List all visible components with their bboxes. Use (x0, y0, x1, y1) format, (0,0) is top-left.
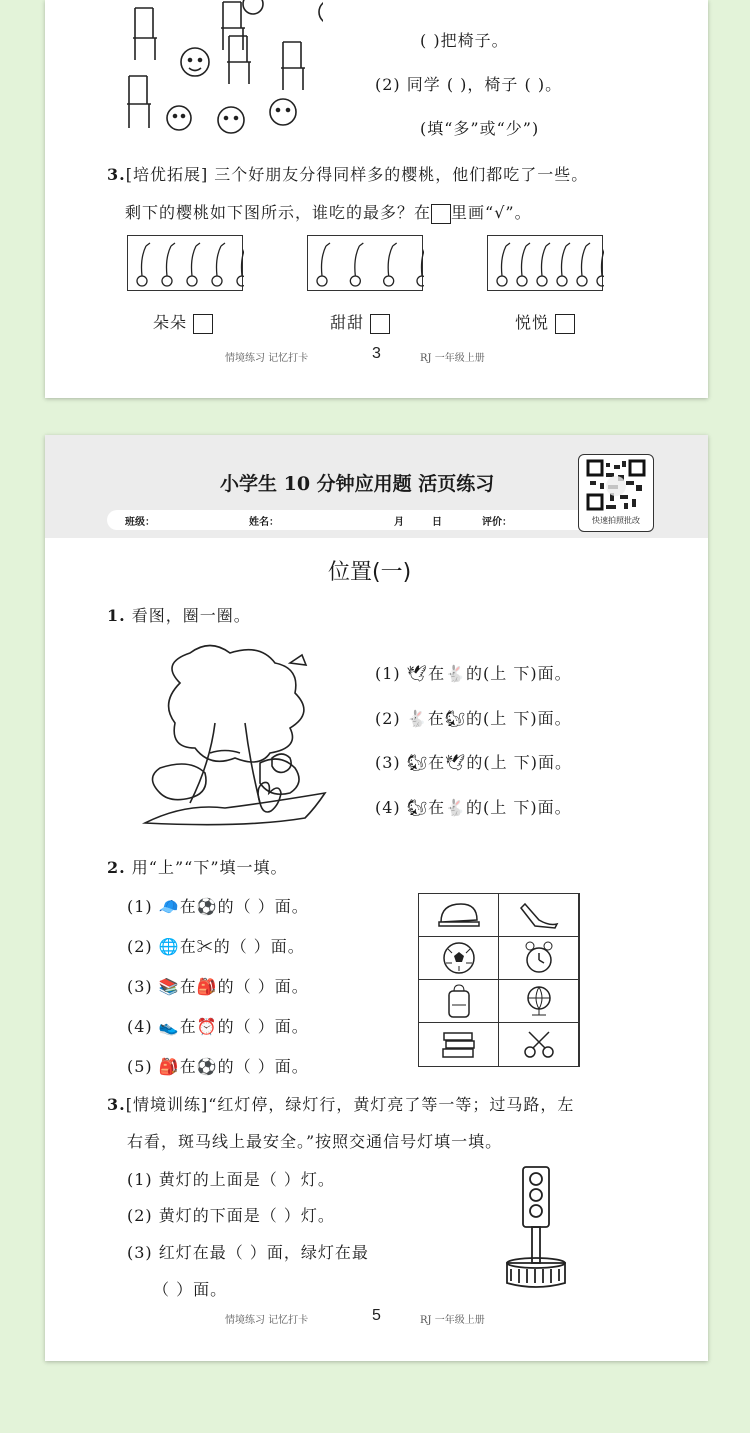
cherry-icon (597, 243, 604, 286)
worksheet-page-5 (45, 435, 708, 1361)
q1-number: 1. (107, 606, 126, 625)
dove-icon: 🕊 (445, 753, 467, 772)
globe-icon: 🌐 (158, 937, 180, 956)
backpack-icon (444, 983, 474, 1019)
q2-item-4-label: (4) (127, 1017, 153, 1036)
grid-cell (419, 894, 499, 937)
q2-item-1-a: 在 (179, 897, 197, 916)
soccer-ball-icon: ⚽ (196, 1057, 218, 1076)
q2-item-4-a: 在 (179, 1017, 197, 1036)
eval-label: 评价： (482, 517, 512, 528)
grid-cell (419, 937, 499, 980)
q1-item-4-a: 在 (428, 798, 446, 817)
series-title: 小学生 10 分钟应用题 活页练习 (220, 473, 495, 495)
hat-icon: 🧢 (158, 897, 180, 916)
q3b-number: 3. (107, 1095, 126, 1114)
cherry-icon (557, 243, 570, 286)
cherry-box-yueyue (487, 235, 603, 291)
chair-icon (133, 8, 157, 60)
answer-duoduo (153, 310, 213, 334)
cherry-icon (212, 243, 225, 286)
q2-item-3-a: 在 (179, 977, 197, 996)
chair-icon (281, 42, 305, 90)
q3b-item-2: (2) 黄灯的下面是（ ）灯。 (127, 1206, 335, 1225)
chair-icon (227, 36, 251, 84)
cherry-icon (350, 243, 363, 286)
page-number: 5 (372, 1307, 381, 1324)
cherry-icon (187, 243, 200, 286)
cherry-icon (237, 243, 244, 286)
globe-icon (522, 983, 556, 1019)
q1-item-3 (375, 750, 572, 773)
q2-line1: (2) 同学 ( )，椅子 ( )。 (375, 75, 563, 94)
q1-item-1-b: 的(上 下)面。 (466, 664, 572, 683)
name-tiantian: 甜甜 (330, 313, 365, 332)
shoe-icon: 👟 (158, 1017, 180, 1036)
q3-text1: 三个好朋友分得同样多的樱桃，他们都吃了一些。 (214, 165, 589, 184)
q3-question (107, 162, 588, 185)
squirrel-icon: 🐿 (406, 753, 429, 772)
answer-box-sample (431, 204, 451, 224)
scissors-icon: ✂ (196, 937, 214, 956)
answer-tiantian (330, 310, 390, 334)
qr-code-box[interactable] (578, 454, 654, 532)
q3b-question-line2: 右看，斑马线上最安全。”按照交通信号灯填一填。 (127, 1132, 503, 1151)
q1-item-1-label: (1) (375, 664, 401, 683)
cherry-icon (162, 243, 175, 286)
q1-item-3-label: (3) (375, 753, 401, 772)
page-number: 3 (372, 345, 381, 362)
day-label: 日 (432, 517, 442, 528)
q1-item-4 (375, 795, 572, 818)
grid-cell (419, 980, 499, 1023)
backpack-icon: 🎒 (158, 1057, 180, 1076)
q2-line2: (填“多”或“少”) (420, 119, 540, 138)
qr-code-icon (586, 459, 646, 511)
shoe-icon (517, 898, 561, 932)
q2-item-4 (127, 1014, 309, 1037)
q2-item-2 (127, 934, 305, 957)
rabbit-icon: 🐇 (445, 664, 467, 683)
rabbit-icon: 🐇 (445, 798, 467, 817)
cherry-icon (317, 243, 330, 286)
cherry-icon (384, 243, 397, 286)
footer-right: RJ 一年级上册 (420, 1315, 485, 1326)
grid-cell (499, 937, 579, 980)
q2-item-5-b: 的（ ）面。 (217, 1057, 309, 1076)
soccer-ball-icon: ⚽ (196, 897, 218, 916)
q3b-text1: “红灯停，绿灯行，黄灯亮了等一等；过马路，左 (208, 1095, 575, 1114)
tree-illustration (140, 643, 335, 835)
q1-question (107, 603, 251, 626)
footer-left: 情境练习 记忆打卡 (225, 353, 309, 364)
q2-item-1 (127, 894, 309, 917)
chair-icon (127, 76, 151, 128)
q2-item-2-a: 在 (179, 937, 197, 956)
q2-item-4-b: 的（ ）面。 (217, 1017, 309, 1036)
q3b-tag: [情境训练] (125, 1095, 209, 1114)
backpack-icon: 🎒 (196, 977, 218, 996)
footer-right: RJ 一年级上册 (420, 353, 485, 364)
q2-item-1-b: 的（ ）面。 (217, 897, 309, 916)
cherry-icon (137, 243, 150, 286)
q2-text: 用“上”“下”填一填。 (131, 858, 288, 877)
class-label: 班级： (125, 517, 155, 528)
q3-tag: [培优拓展] (125, 165, 209, 184)
q3-number: 3. (107, 165, 126, 184)
q3-text2b: 里画“√”。 (451, 203, 532, 222)
q2-item-3 (127, 974, 309, 997)
soccer-ball-icon (442, 941, 476, 975)
cherry-icon (417, 243, 424, 286)
squirrel-icon: 🐿 (406, 798, 429, 817)
qr-caption: 快速拍照批改 (592, 516, 640, 525)
cherry-icon (577, 243, 590, 286)
q1-item-2-label: (2) (375, 709, 401, 728)
name-duoduo: 朵朵 (153, 313, 188, 332)
cherry-icon (497, 243, 510, 286)
q2-number: 2. (107, 858, 126, 877)
traffic-light-icon (501, 1163, 571, 1293)
q3b-item-3: (3) 红灯在最（ ）面，绿灯在最 (127, 1243, 369, 1262)
squirrel-icon: 🐿 (444, 709, 467, 728)
cherry-icon (537, 243, 550, 286)
dove-icon: 🕊 (406, 664, 429, 683)
answer-box-tiantian[interactable] (370, 314, 390, 334)
q1-item-2 (375, 706, 572, 729)
q2-item-1-label: (1) (127, 897, 153, 916)
books-icon (440, 1029, 478, 1061)
answer-yueyue (515, 310, 575, 334)
alarm-clock-icon: ⏰ (196, 1017, 218, 1036)
chairs-and-kids-illustration (123, 0, 323, 150)
q3b-item-4: （ ）面。 (153, 1280, 228, 1299)
answer-box-yueyue[interactable] (555, 314, 575, 334)
rabbit-icon: 🐇 (406, 709, 428, 728)
month-label: 月 (394, 517, 404, 528)
cherry-icon (517, 243, 530, 286)
q3b-item-1: (1) 黄灯的上面是（ ）灯。 (127, 1170, 335, 1189)
student-info-bar (107, 510, 612, 530)
q1-item-3-b: 的(上 下)面。 (466, 753, 572, 772)
chair-icon (221, 2, 245, 50)
q2-question (107, 855, 288, 878)
grid-cell (499, 894, 579, 937)
q2-item-2-b: 的（ ）面。 (213, 937, 305, 956)
footer-left: 情境练习 记忆打卡 (225, 1315, 309, 1326)
cherry-box-duoduo (127, 235, 243, 291)
worksheet-page-3 (45, 0, 708, 398)
hat-icon (437, 900, 481, 930)
q1-item-2-b: 的(上 下)面。 (466, 709, 572, 728)
q2-item-5-a: 在 (179, 1057, 197, 1076)
alarm-clock-icon (522, 940, 556, 976)
q2-line0: ( )把椅子。 (420, 31, 509, 50)
q3-question-line2 (125, 200, 532, 224)
q1-item-1 (375, 661, 572, 684)
q3-text2a: 剩下的樱桃如下图所示，谁吃的最多？在 (125, 203, 432, 222)
section-title: 位置(一) (328, 560, 412, 585)
q1-item-4-label: (4) (375, 798, 401, 817)
q2-item-5 (127, 1054, 309, 1077)
q1-item-4-b: 的(上 下)面。 (466, 798, 572, 817)
grid-cell (419, 1023, 499, 1066)
name-label: 姓名： (249, 517, 279, 528)
grid-cell (499, 980, 579, 1023)
q1-item-1-a: 在 (428, 664, 446, 683)
q3b-question-line1 (107, 1092, 574, 1115)
grid-cell (499, 1023, 579, 1066)
q2-item-3-label: (3) (127, 977, 153, 996)
name-yueyue: 悦悦 (515, 313, 550, 332)
cherry-box-tiantian (307, 235, 423, 291)
scissors-icon (522, 1030, 556, 1060)
answer-box-duoduo[interactable] (193, 314, 213, 334)
q2-item-5-label: (5) (127, 1057, 153, 1076)
q1-item-2-a: 在 (427, 709, 445, 728)
q2-item-2-label: (2) (127, 937, 153, 956)
q1-text: 看图，圈一圈。 (131, 606, 251, 625)
books-icon: 📚 (158, 977, 180, 996)
q2-item-3-b: 的（ ）面。 (217, 977, 309, 996)
q1-item-3-a: 在 (428, 753, 446, 772)
objects-grid (418, 893, 580, 1067)
